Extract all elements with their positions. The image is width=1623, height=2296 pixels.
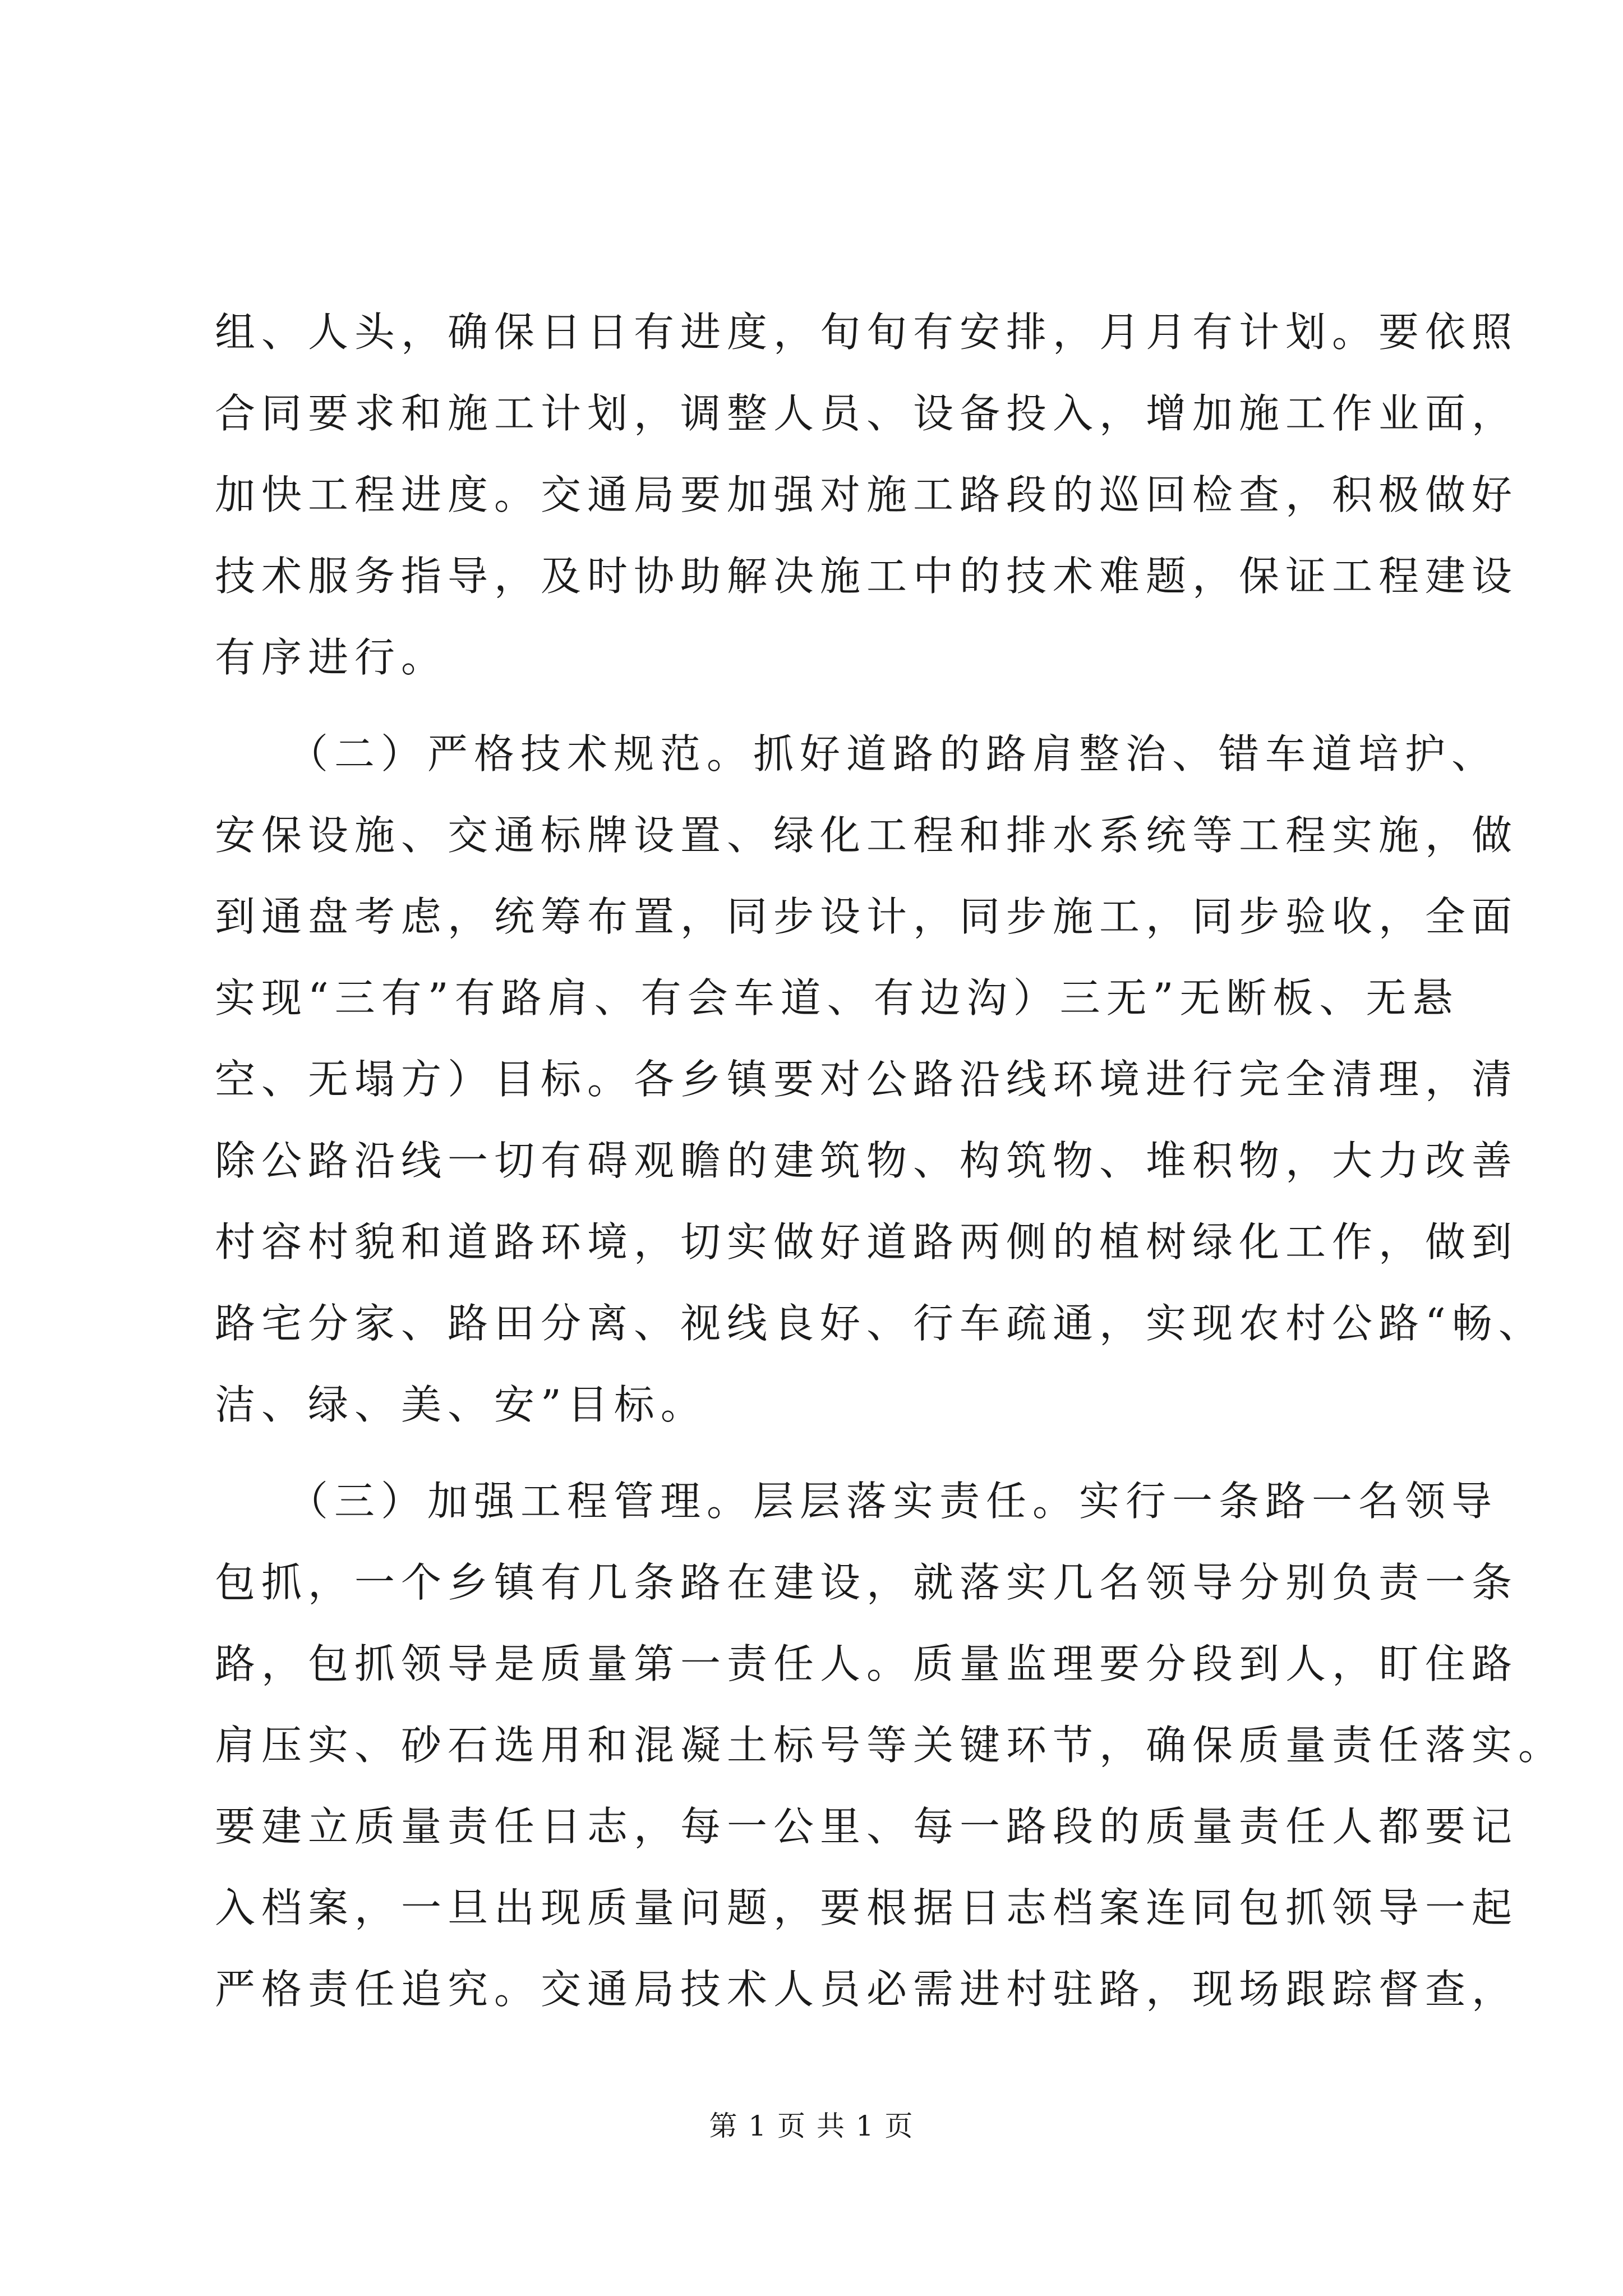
paragraph-start-line: （二）严格技术规范。抓好道路的路肩整治、错车道培护、: [215, 730, 1498, 777]
text-line: 安保设施、交通标牌设置、绿化工程和排水系统等工程实施，做: [215, 812, 1519, 859]
text-line: 加快工程进度。交通局要加强对施工路段的巡回检查，积极做好: [215, 471, 1519, 518]
document-body: [215, 292, 1565, 2030]
page-number-footer: 第 1 页 共 1 页: [709, 2110, 914, 2142]
text-line: 路宅分家、路田分离、视线良好、行车疏通，实现农村公路“畅、: [215, 1300, 1545, 1347]
text-line: 包抓，一个乡镇有几条路在建设，就落实几名领导分别负责一条: [215, 1559, 1519, 1606]
text-line: 到通盘考虑，统筹布置，同步设计，同步施工，同步验收，全面: [215, 893, 1519, 940]
text-line: 要建立质量责任日志，每一公里、每一路段的质量责任人都要记: [215, 1803, 1519, 1850]
paragraph-start-line: （三）加强工程管理。层层落实责任。实行一条路一名领导: [215, 1478, 1498, 1525]
text-line: 村容村貌和道路环境，切实做好道路两侧的植树绿化工作，做到: [215, 1218, 1519, 1266]
text-line: 入档案，一旦出现质量问题，要根据日志档案连同包抓领导一起: [215, 1884, 1519, 1931]
text-line: 严格责任追究。交通局技术人员必需进村驻路，现场跟踪督查，: [215, 1966, 1519, 2013]
text-line: 空、无塌方）目标。各乡镇要对公路沿线环境进行完全清理，清: [215, 1056, 1519, 1103]
text-line: 组、人头，确保日日有进度，旬旬有安排，月月有计划。要依照: [215, 309, 1519, 356]
text-line: 路，包抓领导是质量第一责任人。质量监理要分段到人，盯住路: [215, 1640, 1519, 1687]
text-line: 除公路沿线一切有碍观瞻的建筑物、构筑物、堆积物，大力改善: [215, 1137, 1519, 1184]
text-line: 肩压实、砂石选用和混凝土标号等关键环节，确保质量责任落实。: [215, 1722, 1565, 1769]
text-line: 有序进行。: [215, 634, 448, 681]
paragraph-gap: [215, 1446, 1413, 1461]
text-line: 技术服务指导，及时协助解决施工中的技术难题，保证工程建设: [215, 553, 1519, 600]
text-line: 合同要求和施工计划，调整人员、设备投入，增加施工作业面，: [215, 390, 1519, 437]
text-line: 洁、绿、美、安”目标。: [215, 1381, 707, 1428]
paragraph-gap: [215, 698, 1413, 714]
text-line: 实现“三有”有路肩、有会车道、有边沟）三无”无断板、无悬: [215, 974, 1459, 1022]
